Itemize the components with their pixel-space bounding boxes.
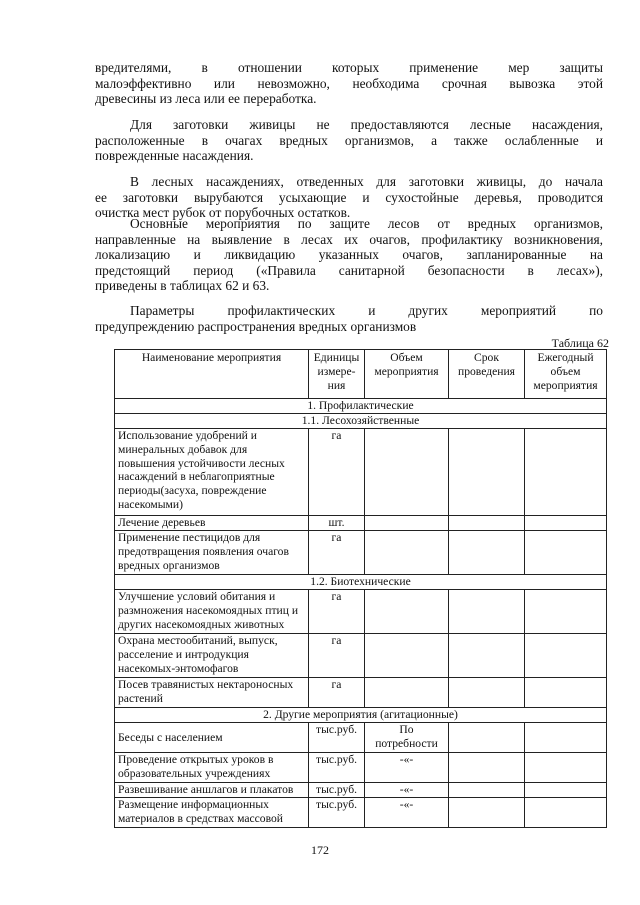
cell-volume	[365, 678, 449, 708]
text-line: древесины из леса или ее переработка.	[95, 91, 317, 107]
cell-name: Применение пестицидов для предотвращения появления очагов вредных организмов	[115, 531, 309, 575]
cell-term	[449, 798, 525, 828]
section-row	[115, 414, 607, 429]
table-label: Таблица 62	[551, 336, 609, 350]
cell-unit: тыс.руб.	[309, 723, 365, 753]
table-row	[115, 429, 607, 516]
page-number: 172	[311, 843, 329, 857]
measures-table	[114, 349, 607, 828]
section-title: 1.1. Лесохозяйственные	[115, 414, 607, 429]
cell-unit: га	[309, 678, 365, 708]
cell-unit: га	[309, 590, 365, 634]
cell-term	[449, 753, 525, 783]
cell-volume	[365, 429, 449, 516]
section-row	[115, 708, 607, 723]
cell-volume	[365, 634, 449, 678]
table-row	[115, 590, 607, 634]
cell-name: Улучшение условий обитания и размножения насекомоядных птиц и других насекомоядных животных	[115, 590, 309, 634]
text-line: малоэффективно или невозможно, необходима срочная вывозка этой	[95, 75, 603, 91]
section-title: 2. Другие мероприятия (агитационные)	[115, 708, 607, 723]
cell-term	[449, 590, 525, 634]
cell-name: Лечение деревьев	[115, 516, 309, 531]
cell-unit: га	[309, 634, 365, 678]
cell-name: Использование удобрений и минеральных добавок для повышения устойчивости лесных насаждений в неблагоприятные периоды(засуха, повреждение насекомыми)	[115, 429, 309, 516]
cell-annual	[525, 590, 607, 634]
table-row	[115, 634, 607, 678]
cell-unit: тыс.руб.	[309, 798, 365, 828]
cell-volume: -«-	[365, 798, 449, 828]
table-header-row	[115, 350, 607, 399]
cell-annual	[525, 531, 607, 575]
text-line: ее заготовки вырубаются усыхающие и сухостойные деревья, проводится	[95, 189, 603, 205]
cell-annual	[525, 723, 607, 753]
text-line: предупреждению распространения вредных организмов	[95, 318, 417, 334]
text-line: вредителями, в отношении которых применение мер защиты	[95, 60, 603, 75]
cell-volume: -«-	[365, 783, 449, 798]
header-unit: Единицы измере-ния	[309, 350, 365, 399]
cell-term	[449, 723, 525, 753]
cell-annual	[525, 678, 607, 708]
text-line: Основные мероприятия по защите лесов от вредных организмов,	[130, 216, 603, 231]
text-line: поврежденные насаждения.	[95, 148, 254, 164]
cell-unit: тыс.руб.	[309, 783, 365, 798]
table-row	[115, 531, 607, 575]
cell-volume: По потребности	[365, 723, 449, 753]
cell-unit: тыс.руб.	[309, 753, 365, 783]
cell-name: Посев травянистых нектароносных растений	[115, 678, 309, 708]
section-title: 1. Профилактические	[115, 399, 607, 414]
cell-annual	[525, 634, 607, 678]
cell-volume: -«-	[365, 753, 449, 783]
cell-name: Проведение открытых уроков в образовательных учреждениях	[115, 753, 309, 783]
paragraph-4	[95, 216, 603, 294]
cell-term	[449, 516, 525, 531]
cell-volume	[365, 516, 449, 531]
section-title: 1.2. Биотехнические	[115, 575, 607, 590]
text-line: Для заготовки живицы не предоставляются лесные насаждения,	[130, 117, 603, 132]
cell-annual	[525, 753, 607, 783]
paragraph-3	[95, 174, 603, 221]
paragraph-2	[95, 117, 603, 164]
text-line: локализацию и ликвидацию указанных очагов, запланированные на	[95, 247, 603, 263]
cell-term	[449, 783, 525, 798]
section-row	[115, 399, 607, 414]
table-row	[115, 798, 607, 828]
cell-name: Беседы с населением	[115, 723, 309, 753]
cell-annual	[525, 783, 607, 798]
cell-term	[449, 678, 525, 708]
cell-term	[449, 429, 525, 516]
cell-term	[449, 531, 525, 575]
text-line: В лесных насаждениях, отведенных для заготовки живицы, до начала	[130, 174, 603, 189]
cell-name: Размещение информационных материалов в средствах массовой	[115, 798, 309, 828]
header-annual: Ежегодный объем мероприятия	[525, 350, 607, 399]
header-name: Наименование мероприятия	[115, 350, 309, 399]
cell-name: Охрана местообитаний, выпуск, расселение и интродукция насекомых-энтомофагов	[115, 634, 309, 678]
text-line: направленные на выявление в лесах их очагов, профилактику возникновения,	[95, 231, 603, 247]
cell-annual	[525, 429, 607, 516]
cell-name: Развешивание аншлагов и плакатов	[115, 783, 309, 798]
text-line: расположенные в очагах вредных организмов, а также ослабленные и	[95, 132, 603, 148]
cell-annual	[525, 516, 607, 531]
table-row	[115, 516, 607, 531]
cell-unit: га	[309, 429, 365, 516]
cell-unit: шт.	[309, 516, 365, 531]
text-line: Параметры профилактических и других мероприятий по	[130, 303, 603, 318]
text-line: предстоящий период («Правила санитарной безопасности в лесах»),	[95, 262, 603, 278]
text-line: приведены в таблицах 62 и 63.	[95, 278, 270, 294]
cell-volume	[365, 531, 449, 575]
header-volume: Объем мероприятия	[365, 350, 449, 399]
cell-annual	[525, 798, 607, 828]
cell-volume	[365, 590, 449, 634]
table-row	[115, 678, 607, 708]
table-row	[115, 723, 607, 753]
table-row	[115, 783, 607, 798]
cell-unit: га	[309, 531, 365, 575]
cell-term	[449, 634, 525, 678]
table-row	[115, 753, 607, 783]
text-line: очистка мест рубок от порубочных остатков.	[95, 205, 351, 221]
paragraph-1	[95, 60, 603, 107]
section-row	[115, 575, 607, 590]
table-caption	[95, 303, 603, 334]
header-term: Срок проведения	[449, 350, 525, 399]
